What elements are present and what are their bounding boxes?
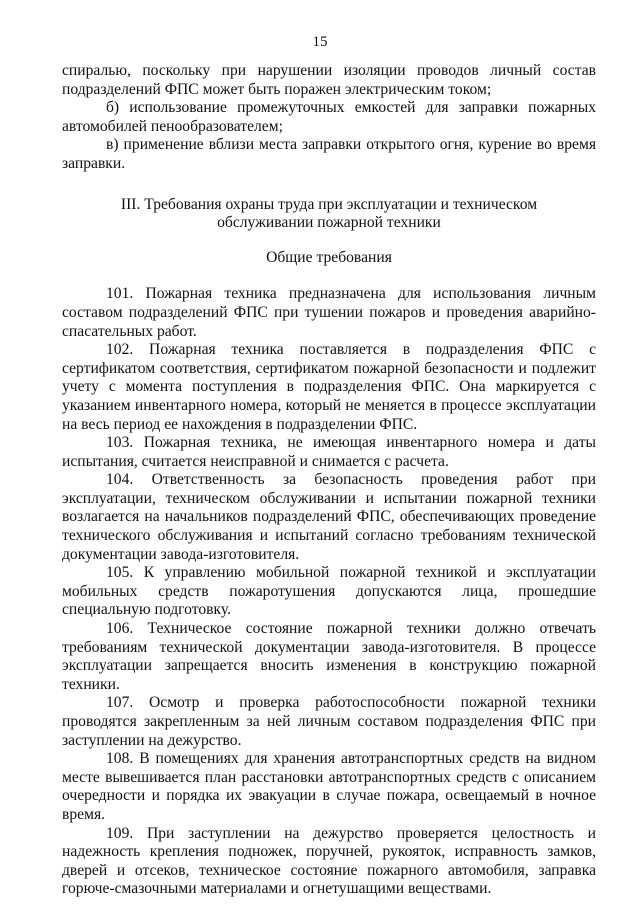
section-title-line-2: обслуживании пожарной техники bbox=[217, 214, 441, 232]
intro-item-v: в) применение вблизи места заправки открытого огня, курение во время заправки. bbox=[62, 136, 596, 172]
paragraph-102: 102. Пожарная техника поставляется в подразделения ФПС с сертификатом соответствия, сертификатом пожарной безопасности и подлежит учету с момента поступления в подразделения ФПС. Она маркируется с указанием инвентарного номера, который не меняется в процессе эксплуатации на весь период ее нахождения в подразделении ФПС. bbox=[62, 341, 596, 433]
page-number: 15 bbox=[312, 34, 328, 50]
paragraph-107: 107. Осмотр и проверка работоспособности пожарной техники проводятся закрепленным за ней личным составом подразделения ФПС при заступлении на дежурство. bbox=[62, 694, 596, 749]
section-title-line-1: III. Требования охраны труда при эксплуатации и техническом bbox=[120, 195, 538, 213]
section-title bbox=[62, 196, 596, 233]
paragraph-108: 108. В помещениях для хранения автотранспортных средств на видном месте вывешивается план расстановки автотранспортных средств с описанием очередности и порядка их эвакуации в случае пожара, освещаемый в ночное время. bbox=[62, 750, 596, 823]
document-body bbox=[62, 62, 596, 899]
paragraph-104: 104. Ответственность за безопасность проведения работ при эксплуатации, техническом обслуживании и испытании пожарной техники возлагается на начальников подразделений ФПС, обеспечивающих проведение технического обслуживания и испытаний согласно требованиям технической документации завода-изготовителя. bbox=[62, 471, 596, 563]
intro-item-b: б) использование промежуточных емкостей для заправки пожарных автомобилей пенообразователем; bbox=[62, 99, 596, 135]
section-subtitle: Общие требования bbox=[266, 248, 392, 266]
paragraph-101: 101. Пожарная техника предназначена для использования личным составом подразделений ФПС при тушении пожаров и проведения аварийно-спасательных работ. bbox=[62, 285, 596, 340]
paragraph-103: 103. Пожарная техника, не имеющая инвентарного номера и даты испытания, считается неисправной и снимается с расчета. bbox=[62, 434, 596, 470]
paragraph-106: 106. Техническое состояние пожарной техники должно отвечать требованиям технической документации завода-изготовителя. В процессе эксплуатации запрещается вносить изменения в конструкцию пожарной техники. bbox=[62, 620, 596, 693]
paragraph-105: 105. К управлению мобильной пожарной техникой и эксплуатации мобильных средств пожаротушения допускаются лица, прошедшие специальную подготовку. bbox=[62, 564, 596, 619]
intro-continuation: спиралью, поскольку при нарушении изоляции проводов личный состав подразделений ФПС может быть поражен электрическим током; bbox=[62, 62, 596, 98]
paragraph-109: 109. При заступлении на дежурство проверяется целостность и надежность крепления подножек, поручней, рукояток, исправность замков, дверей и отсеков, техническое состояние пожарного автомобиля, заправка горюче-смазочными материалами и огнетушащими веществами. bbox=[62, 824, 596, 898]
